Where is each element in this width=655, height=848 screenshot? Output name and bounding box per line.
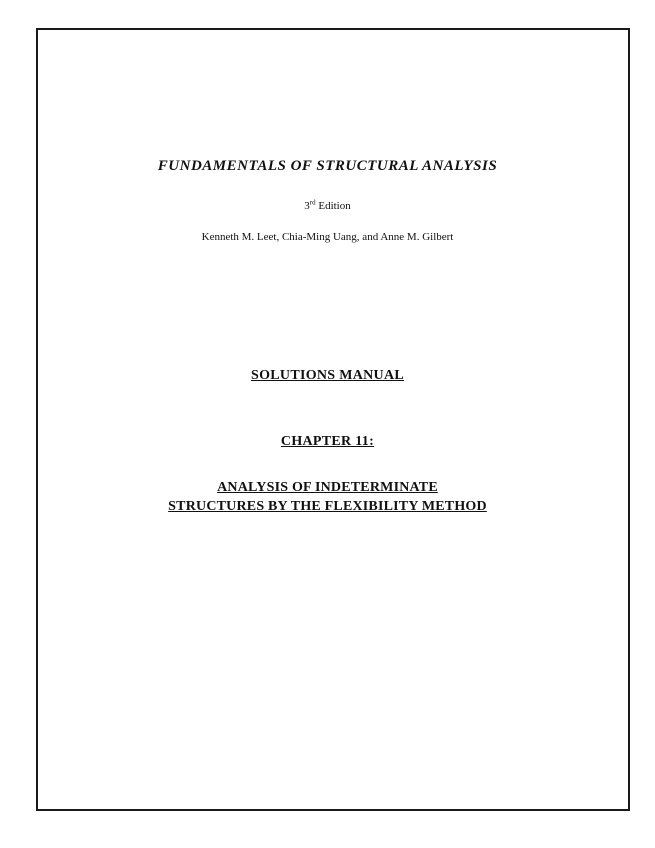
edition-word: Edition	[315, 200, 351, 212]
authors-line: Kenneth M. Leet, Chia-Ming Uang, and Anne M. Gilbert	[201, 231, 454, 243]
page-border-frame	[36, 28, 630, 811]
edition-suffix: rd	[309, 198, 316, 207]
chapter-number-heading: CHAPTER 11:	[280, 434, 375, 449]
book-title: FUNDAMENTALS OF STRUCTURAL ANALYSIS	[157, 158, 498, 174]
chapter-title-line-1: ANALYSIS OF INDETERMINATE	[217, 480, 438, 495]
chapter-title-line-2: STRUCTURES BY THE FLEXIBILITY METHOD	[168, 499, 487, 514]
solutions-manual-heading: SOLUTIONS MANUAL	[251, 368, 404, 383]
edition-line	[0, 200, 655, 212]
chapter-title	[0, 478, 655, 516]
edition-number: 3	[304, 200, 310, 212]
